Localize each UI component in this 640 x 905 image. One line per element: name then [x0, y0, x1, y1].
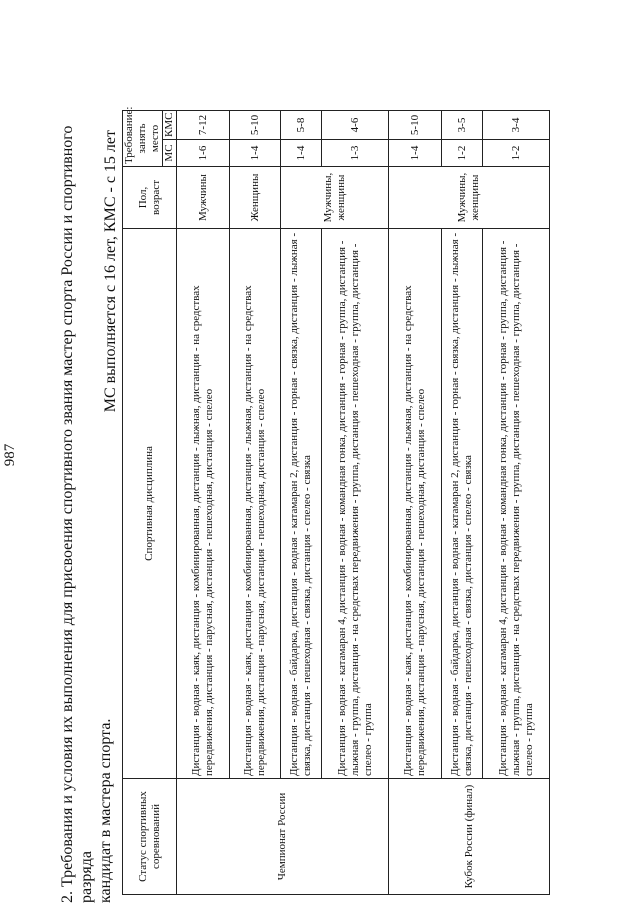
ms-place-cell: 1-3 [322, 140, 389, 167]
ms-place-cell: 1-4 [389, 140, 442, 167]
header-kms: КМС [163, 111, 177, 140]
kms-place-cell: 5-8 [281, 111, 322, 140]
gender-cell: Мужчины, женщины [281, 167, 389, 229]
table-row [230, 111, 281, 895]
table-row [322, 111, 389, 895]
kms-place-cell: 4-6 [322, 111, 389, 140]
table-row [389, 111, 442, 895]
kms-place-cell: 5-10 [230, 111, 281, 140]
ms-place-cell: 1-4 [230, 140, 281, 167]
status-cell: Кубок России (финал) [389, 779, 550, 895]
discipline-cell: Дистанция - водная - каяк, дистанция - комбинированная, дистанция - лыжная, дистанция - на средствах передвижения, дистанция - парусная, дистанция - пешеходная, дистанция - спелео [389, 229, 442, 779]
ms-place-cell: 1-2 [483, 140, 550, 167]
ms-place-cell: 1-4 [281, 140, 322, 167]
discipline-cell: Дистанция - водная - каяк, дистанция - комбинированная, дистанция - лыжная, дистанция - на средствах передвижения, дистанция - парусная, дистанция - пешеходная, дистанция - спелео [230, 229, 281, 779]
table-row [483, 111, 550, 895]
requirements-table [122, 106, 550, 895]
discipline-cell: Дистанция - водная - байдарка, дистанция - водная - катамаран 2, дистанция - горная - связка, дистанция - лыжная - связка, дистанция - пешеходная - связка, дистанция - спелео - связка [442, 229, 483, 779]
discipline-cell: Дистанция - водная - байдарка, дистанция - водная - катамаран 2, дистанция - горная - связка, дистанция - лыжная - связка, дистанция - пешеходная - связка, дистанция - спелео - связка [281, 229, 322, 779]
kms-place-cell: 3-4 [483, 111, 550, 140]
kms-place-cell: 3-5 [442, 111, 483, 140]
discipline-cell: Дистанция - водная - каяк, дистанция - комбинированная, дистанция - лыжная, дистанция - на средствах передвижения, дистанция - парусная, дистанция - пешеходная, дистанция - спелео [177, 229, 230, 779]
gender-cell: Мужчины [177, 167, 230, 229]
heading-line-1: 2. Требования и условия их выполнения для присвоения спортивного звания мастер спорта России и спортивного разряда [59, 125, 95, 903]
header-requirement: Требование: занять место [123, 111, 163, 167]
discipline-cell: Дистанция - водная - катамаран 4, дистанция - водная - командная гонка, дистанция - горная - группа, дистанция - лыжная - группа, дистанция - на средствах передвижения - группа, дистанция - пешеходная - группа, дистанция - спелео - группа [322, 229, 389, 779]
ms-place-cell: 1-2 [442, 140, 483, 167]
header-ms: МС [163, 140, 177, 167]
status-cell: Чемпионат России [177, 779, 389, 895]
table-row [281, 111, 322, 895]
discipline-cell: Дистанция - водная - катамаран 4, дистанция - водная - командная гонка, дистанция - горная - группа, дистанция - лыжная - группа, дистанция - на средствах передвижения - группа, дистанция - пешеходная - группа, дистанция - спелео - группа [483, 229, 550, 779]
page-number: 987 [2, 443, 18, 467]
age-requirement-note: МС выполняется с 16 лет, КМС - с 15 лет [102, 130, 119, 413]
table-row [442, 111, 483, 895]
header-status: Статус спортивных соревнований [123, 779, 177, 895]
rotated-document-page [0, 5, 640, 905]
gender-cell: Женщины [230, 167, 281, 229]
table-row [177, 111, 230, 895]
kms-place-cell: 5-10 [389, 111, 442, 140]
kms-place-cell: 7-12 [177, 111, 230, 140]
table-header-row [123, 111, 163, 895]
header-discipline: Спортивная дисциплина [123, 229, 177, 779]
heading-line-2: кандидат в мастера спорта. [97, 718, 114, 903]
header-gender-age: Пол, возраст [123, 167, 177, 229]
ms-place-cell: 1-6 [177, 140, 230, 167]
gender-cell: Мужчины, женщины [389, 167, 550, 229]
